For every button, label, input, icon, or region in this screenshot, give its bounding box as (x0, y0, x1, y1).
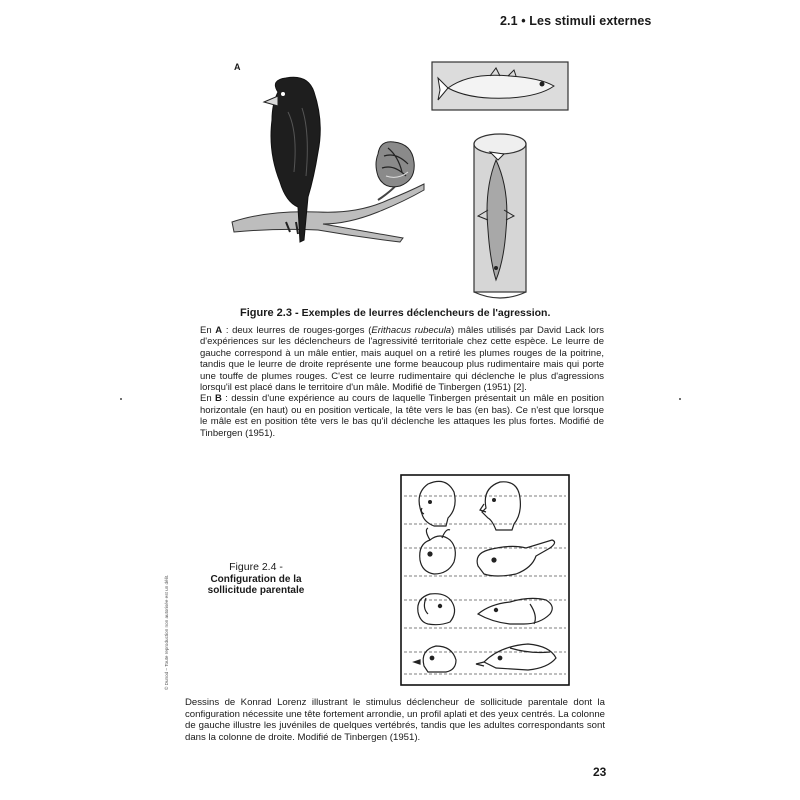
figure-2-3-panel-b-description (200, 393, 604, 439)
feather-tuft-decoy (376, 142, 414, 187)
figure-2-4-number: Figure 2.4 - (229, 561, 283, 573)
margin-dot (120, 398, 122, 400)
text: ) mâles utilisés par David Lack lors d'expériences sur les déclencheurs de l'agressivité territoriale chez cette espèce. Le leurre de gauche correspond à un mâle entier, mais auquel on a retiré les plumes rouges de la poitrine, tandis que le leurre de droite représente une forme beaucoup plus rudimentaire mais qui porte une touffe de plumes rouges. C'est ce leurre rudimentaire qui déclenche le plus d'agressions lorsqu'il est placé dans le territoire d'un mâle. Modifié de Tinbergen (1951) [2]. (200, 325, 604, 394)
running-header: 2.1 • Les stimuli externes (500, 14, 652, 28)
lorenz-heads-illustration (400, 474, 570, 686)
figure-2-4-title: Configuration de la sollicitude parentale (207, 573, 305, 596)
panel-letter: B (214, 393, 222, 405)
margin-dot (679, 398, 681, 400)
figure-2-3-panel-a-label: A (234, 62, 241, 72)
copyright-side-note: © Dunod – Toute reproduction non autorisée est un délit. (164, 574, 169, 690)
text: : dessin d'une expérience au cours de laquelle Tinbergen présentait un mâle en position horizontale (en haut) ou en position verticale, la tête vers le bas (en bas). Ce n'est que lorsque le mâle est en position tête vers le bas qu'il déclenche les attaques les plus fortes. Modifié de Tinbergen (1951). (200, 393, 604, 439)
figure-2-3-panel-a-description (200, 325, 604, 393)
robin-decoys-illustration (228, 72, 428, 252)
figure-2-3-caption (200, 325, 604, 439)
prefix: En (200, 393, 215, 405)
species-name: Erithacus rubecula (371, 325, 452, 336)
figure-2-3-title (240, 307, 550, 319)
panel-letter: A (215, 325, 223, 336)
text: : deux leurres de rouges-gorges ( (222, 325, 372, 336)
figure-2-3-number: Figure 2.3 - (240, 307, 299, 319)
figure-2-3-caption-title: Exemples de leurres déclencheurs de l'agression. (301, 307, 551, 319)
figure-2-4-caption: Dessins de Konrad Lorenz illustrant le stimulus déclencheur de sollicitude parentale dont la configuration nécessite une tête fortement arrondie, un profil aplati et des yeux centrés. La colonne de gauche illustre les juvéniles de quelques vertébrés, tandis que les adultes correspondants sont dans la colonne de droite. Modifié de Tinbergen (1951). (185, 697, 605, 743)
branch (232, 184, 424, 242)
figure-2-4-label (196, 562, 316, 597)
stickleback-experiment-illustration (430, 60, 570, 300)
page-number: 23 (593, 765, 607, 779)
prefix: En (200, 325, 216, 336)
